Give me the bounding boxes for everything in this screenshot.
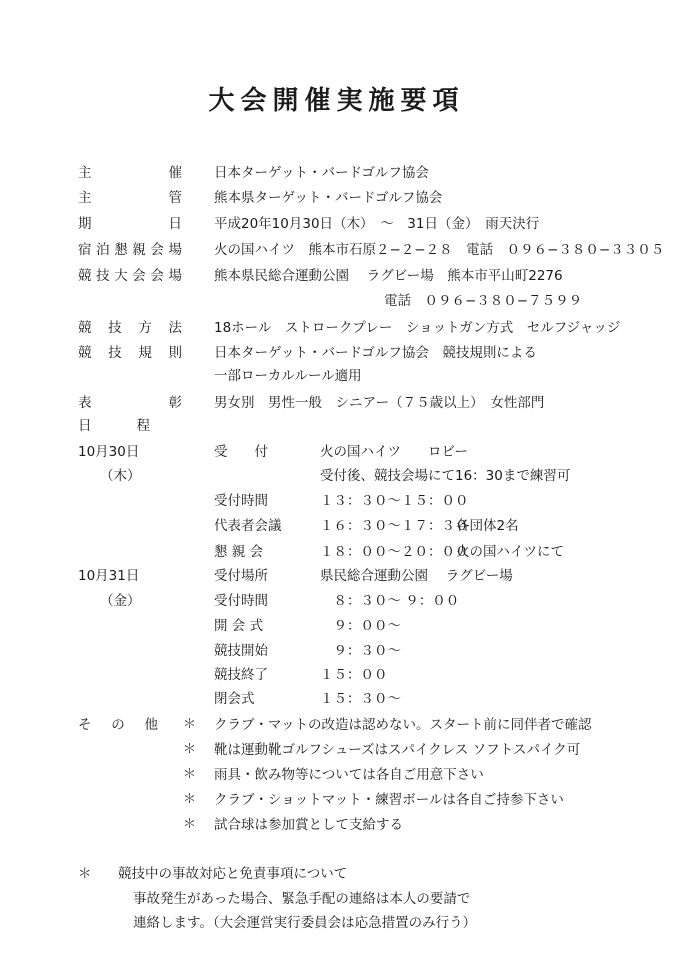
value-rules: 日本ターゲット・バードゴルフ協会 競技規則による <box>214 345 537 361</box>
value-lodging-venue: 火の国ハイツ 熊本市石原２−２−２８ 電話 ０９６−３８０−３３０５ <box>214 242 665 258</box>
label-other: そ の 他 <box>78 717 158 733</box>
schedule-item-time: １８：００～２０：００ <box>320 544 469 560</box>
schedule-item-time: １５：３０～ <box>320 691 401 707</box>
value-method: 18ホール ストロークプレー ショットガン方式 セルフジャッジ <box>214 320 621 336</box>
schedule-item-time: 火の国ハイツ ロビー <box>320 444 468 460</box>
other-item: 靴は運動靴ゴルフシューズはスパイクレス ソフトスパイク可 <box>214 742 581 758</box>
label-rules: 競 技 規 則 <box>78 345 182 361</box>
schedule-item-note: 各団体2名 <box>456 518 519 534</box>
schedule-item-note: 火の国ハイツにて <box>456 544 564 560</box>
schedule-item-time: ８：３０～ ９：００ <box>320 593 460 609</box>
notice-line: 事故発生があった場合、緊急手配の連絡は本人の要請で <box>133 891 471 907</box>
bullet-icon: ＊ <box>183 717 197 732</box>
schedule-day1-weekday: （木） <box>100 468 141 484</box>
bullet-icon: ＊ <box>183 742 197 757</box>
notice-line: 連絡します。（大会運営実行委員会は応急措置のみ行う） <box>133 915 477 931</box>
schedule-item-name: 受 付 <box>214 444 268 460</box>
schedule-item-name: 代表者会議 <box>214 518 282 534</box>
other-item: 試合球は参加賞として支給する <box>214 817 403 833</box>
label-lodging-venue: 宿 泊 懇 親 会 場 <box>78 242 182 258</box>
label-organizer: 主 催 <box>78 165 182 181</box>
other-item: クラブ・マットの改造は認めない。スタート前に同伴者で確認 <box>214 717 592 733</box>
schedule-item-time: ９：００～ <box>320 618 401 634</box>
label-schedule: 日 程 <box>78 418 150 434</box>
page-title: 大会開催実施要項 <box>208 86 465 116</box>
label-method: 競 技 方 法 <box>78 320 182 336</box>
bullet-icon: ＊ <box>183 792 197 807</box>
bullet-icon: ＊ <box>183 817 197 832</box>
schedule-item-name: 競技終了 <box>214 667 268 683</box>
bullet-icon: ＊ <box>183 767 197 782</box>
schedule-day1-date: 10月30日 <box>78 444 140 460</box>
other-item: 雨具・飲み物等については各自ご用意下さい <box>214 767 484 783</box>
schedule-item-time: １６：３０～１７：３０ <box>320 518 469 534</box>
label-competition-venue: 競 技 大 会 会 場 <box>78 268 182 284</box>
value-manager: 熊本県ターゲット・バードゴルフ協会 <box>214 190 443 206</box>
schedule-item-name: 閉会式 <box>214 691 255 707</box>
label-awards: 表 彰 <box>78 395 182 411</box>
label-date: 期 日 <box>78 216 182 232</box>
value-organizer: 日本ターゲット・バードゴルフ協会 <box>214 165 429 181</box>
schedule-item-time: １５：００ <box>320 667 388 683</box>
schedule-item-time: 県民総合運動公園 ラグビー場 <box>320 568 513 584</box>
schedule-day2-date: 10月31日 <box>78 568 140 584</box>
schedule-item-name: 受付場所 <box>214 568 268 584</box>
notice-heading: 競技中の事故対応と免責事項について <box>118 866 348 882</box>
schedule-item-name: 競技開始 <box>214 643 268 659</box>
schedule-item-name: 懇 親 会 <box>214 544 264 560</box>
notice-bullet-icon: ＊ <box>78 866 92 882</box>
other-item: クラブ・ショットマット・練習ボールは各自ご持参下さい <box>214 792 564 808</box>
value-date: 平成20年10月30日（木） ～ 31日（金） 雨天決行 <box>214 216 540 232</box>
value-rules-local: 一部ローカルルール適用 <box>214 368 362 384</box>
schedule-item-time: ９：３０～ <box>320 643 401 659</box>
value-competition-venue: 熊本県民総合運動公園 ラグビー場 熊本市平山町2276 <box>214 268 563 284</box>
schedule-item-time: 受付後、競技会場にて16：30まで練習可 <box>320 468 571 484</box>
label-manager: 主 管 <box>78 190 182 206</box>
schedule-item-name: 開 会 式 <box>214 618 264 634</box>
schedule-item-time: １３：３０～１５：００ <box>320 493 469 509</box>
schedule-item-name: 受付時間 <box>214 493 268 509</box>
value-awards: 男女別 男性一般 シニアー（７５歳以上） 女性部門 <box>214 395 545 411</box>
value-competition-venue-phone: 電話 ０９６−３８０−７５９９ <box>384 293 583 309</box>
schedule-item-name: 受付時間 <box>214 593 268 609</box>
schedule-day2-weekday: （金） <box>100 593 141 609</box>
